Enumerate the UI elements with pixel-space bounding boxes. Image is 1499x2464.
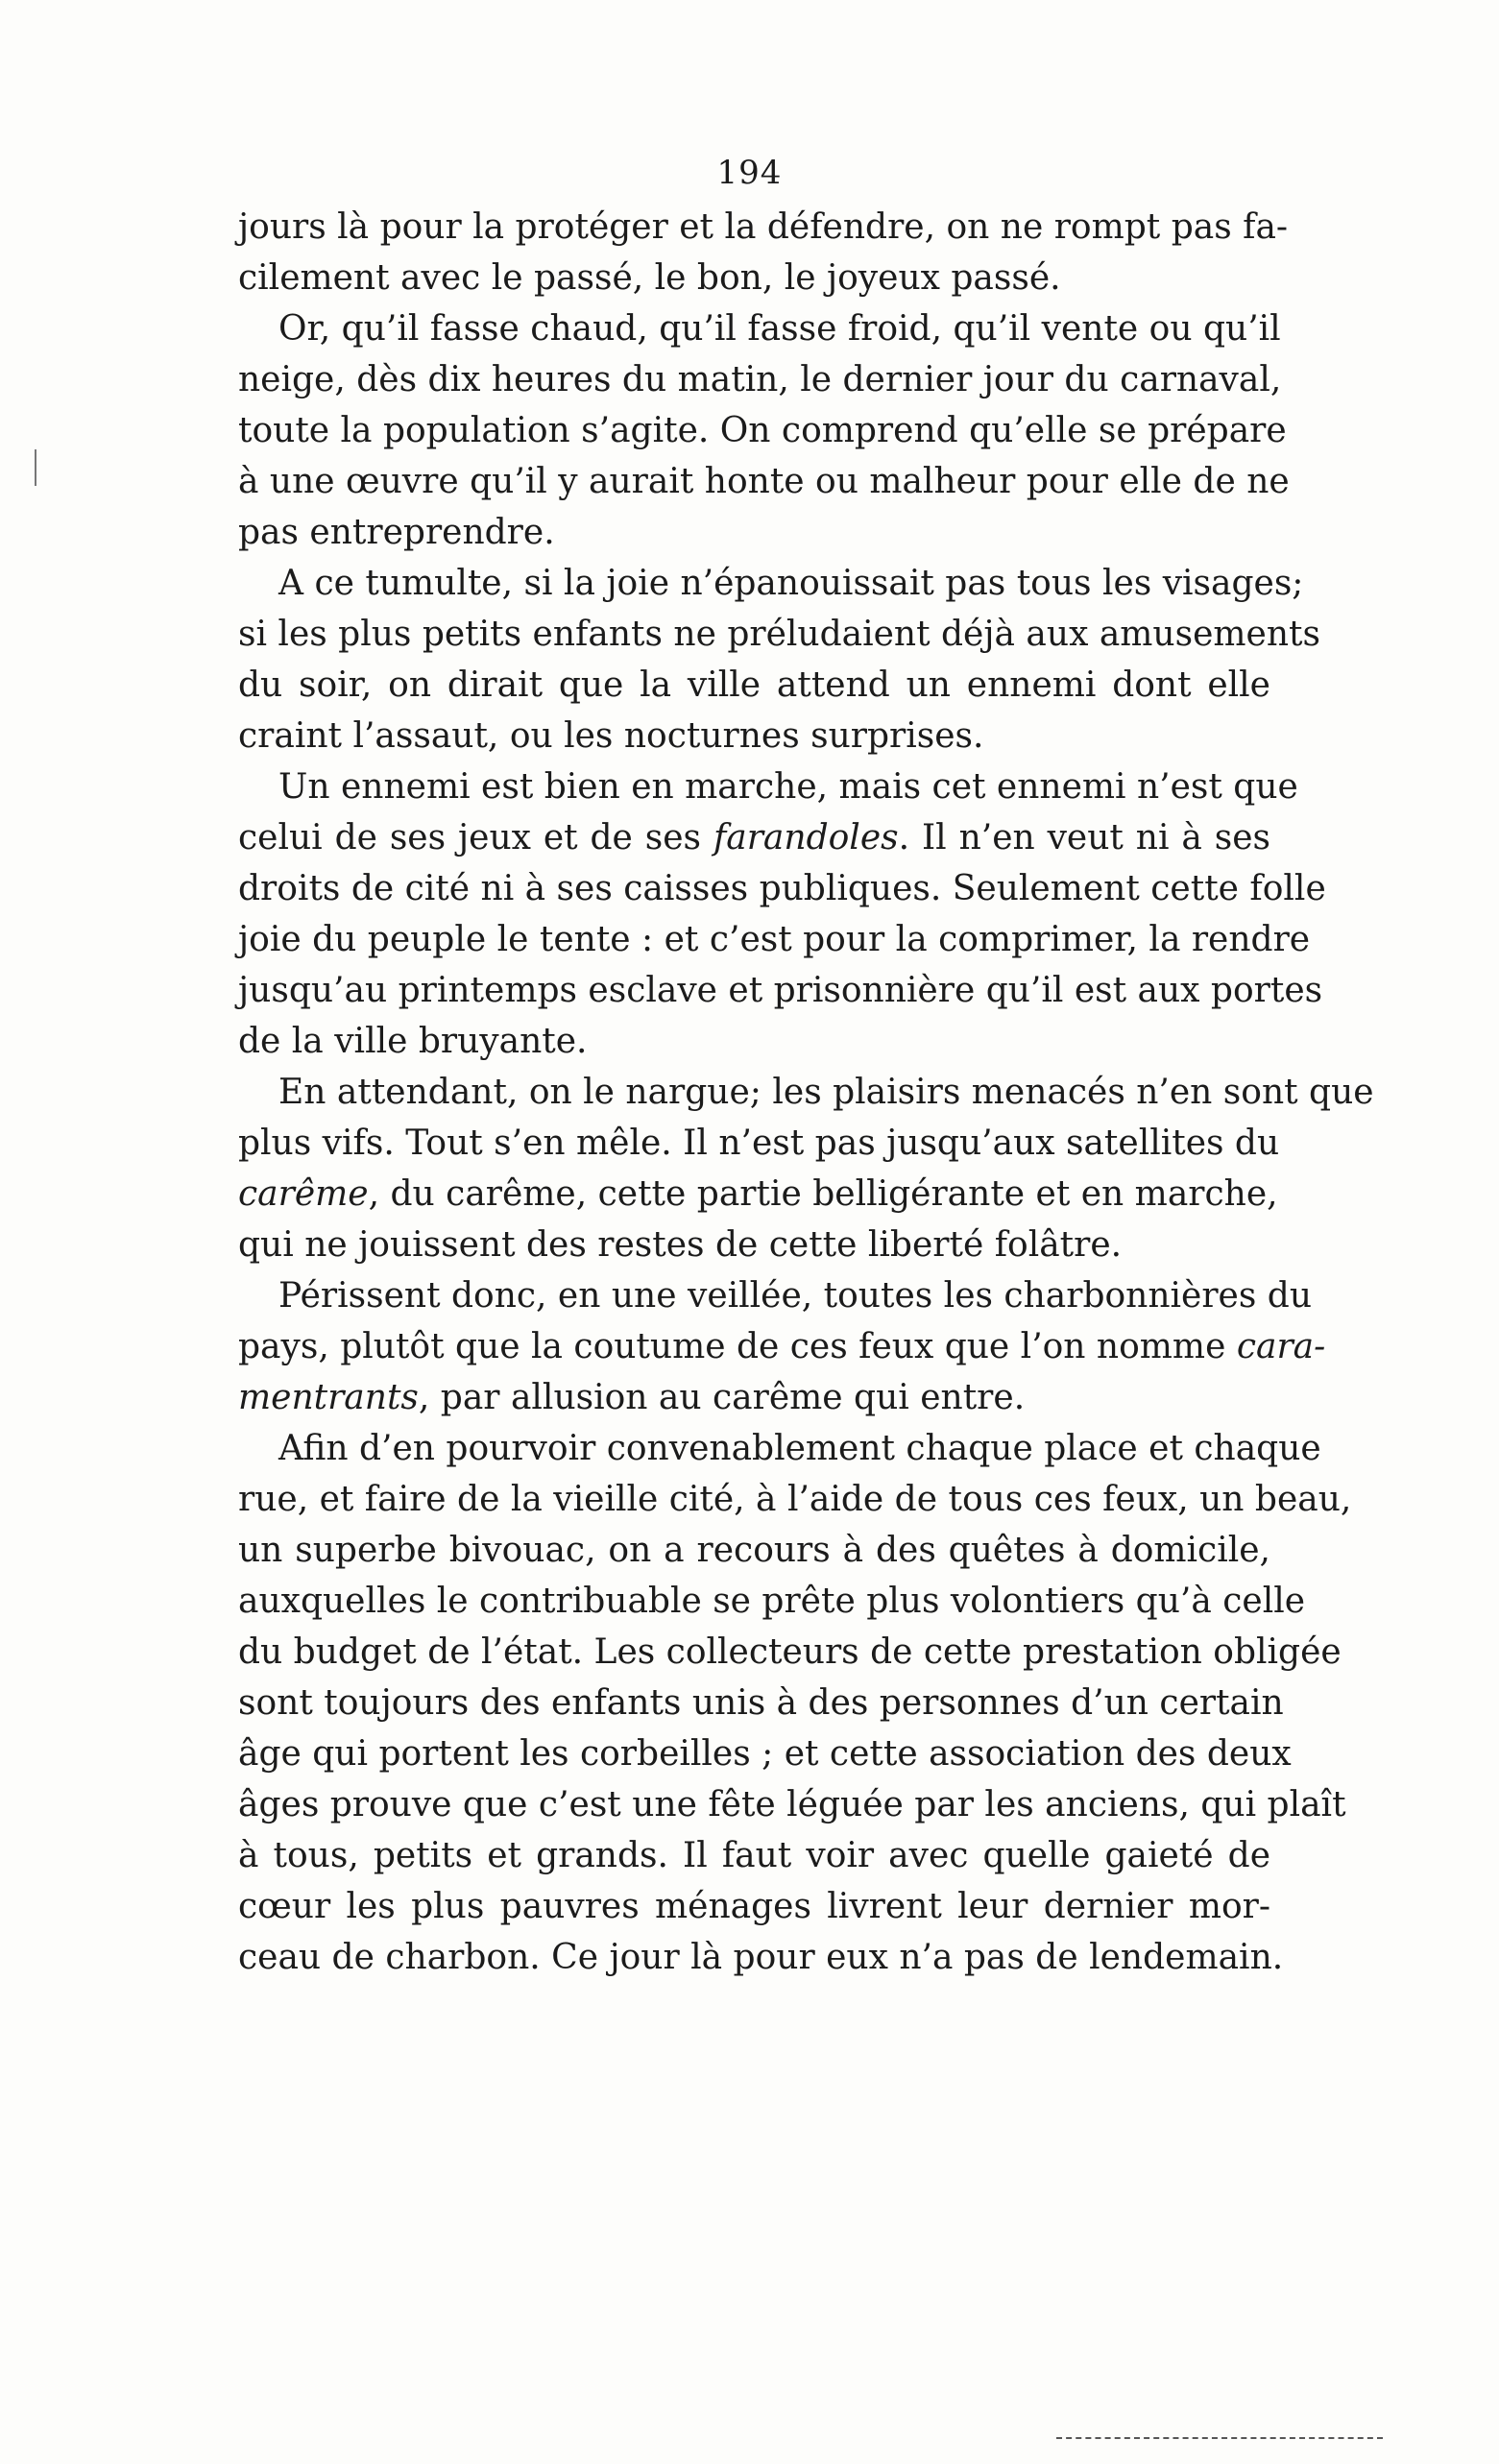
- text-line: du soir, on dirait que la ville attend un ennemi dont elle: [238, 665, 1270, 705]
- text-line: jours là pour la protéger et la défendre, on ne rompt pas fa-: [238, 207, 1289, 247]
- text-line: carême, du carême, cette partie belligérante et en marche,: [238, 1174, 1278, 1214]
- margin-mark: [35, 449, 36, 486]
- text-line: toute la population s’agite. On comprend qu’elle se prépare: [238, 411, 1287, 450]
- text-line: jusqu’au printemps esclave et prisonnière qu’il est aux portes: [238, 971, 1323, 1010]
- text-line: droits de cité ni à ses caisses publiques. Seulement cette folle: [238, 869, 1326, 908]
- text-line: sont toujours des enfants unis à des personnes d’un certain: [238, 1683, 1284, 1723]
- text-line: à tous, petits et grands. Il faut voir avec quelle gaieté de: [238, 1836, 1270, 1875]
- text-line: Afin d’en pourvoir convenablement chaque place et chaque: [278, 1429, 1321, 1468]
- text-line: âge qui portent les corbeilles ; et cette association des deux: [238, 1734, 1292, 1774]
- text-line: âges prouve que c’est une fête léguée par les anciens, qui plaît: [238, 1785, 1346, 1824]
- text-line: neige, dès dix heures du matin, le dernier jour du carnaval,: [238, 360, 1282, 399]
- text-line: joie du peuple le tente : et c’est pour la comprimer, la rendre: [238, 920, 1311, 959]
- text-line: si les plus petits enfants ne préludaient déjà aux amusements: [238, 615, 1320, 654]
- text-line: un superbe bivouac, on a recours à des quêtes à domicile,: [238, 1531, 1270, 1570]
- text-line: pays, plutôt que la coutume de ces feux que l’on nomme cara-: [238, 1327, 1326, 1366]
- text-line: auxquelles le contribuable se prête plus volontiers qu’à celle: [238, 1582, 1306, 1621]
- text-line: mentrants, par allusion au carême qui entre.: [238, 1378, 1026, 1417]
- page-number: 194: [716, 154, 783, 192]
- text-line: Or, qu’il fasse chaud, qu’il fasse froid, qu’il vente ou qu’il: [278, 309, 1281, 349]
- text-line: du budget de l’état. Les collecteurs de cette prestation obligée: [238, 1632, 1342, 1672]
- text-line: Périssent donc, en une veillée, toutes les charbonnières du: [278, 1276, 1313, 1316]
- text-line: ceau de charbon. Ce jour là pour eux n’a pas de lendemain.: [238, 1938, 1284, 1977]
- footer-rule: [1056, 2437, 1383, 2439]
- text-line: craint l’assaut, ou les nocturnes surprises.: [238, 716, 984, 756]
- text-line: En attendant, on le nargue; les plaisirs menacés n’en sont que: [278, 1073, 1374, 1112]
- text-line: de la ville bruyante.: [238, 1022, 588, 1061]
- text-line: Un ennemi est bien en marche, mais cet ennemi n’est que: [278, 767, 1298, 807]
- text-line: A ce tumulte, si la joie n’épanouissait pas tous les visages;: [278, 564, 1304, 603]
- page-body-text: [238, 202, 1374, 1983]
- text-line: à une œuvre qu’il y aurait honte ou malheur pour elle de ne: [238, 462, 1290, 501]
- text-line: rue, et faire de la vieille cité, à l’aide de tous ces feux, un beau,: [238, 1480, 1352, 1519]
- text-line: plus vifs. Tout s’en mêle. Il n’est pas jusqu’aux satellites du: [238, 1123, 1280, 1163]
- text-line: cilement avec le passé, le bon, le joyeux passé.: [238, 258, 1061, 298]
- text-line: pas entreprendre.: [238, 513, 555, 552]
- text-line: qui ne jouissent des restes de cette liberté folâtre.: [238, 1225, 1123, 1265]
- text-line: celui de ses jeux et de ses farandoles. Il n’en veut ni à ses: [238, 818, 1271, 858]
- text-line: cœur les plus pauvres ménages livrent leur dernier mor-: [238, 1887, 1270, 1926]
